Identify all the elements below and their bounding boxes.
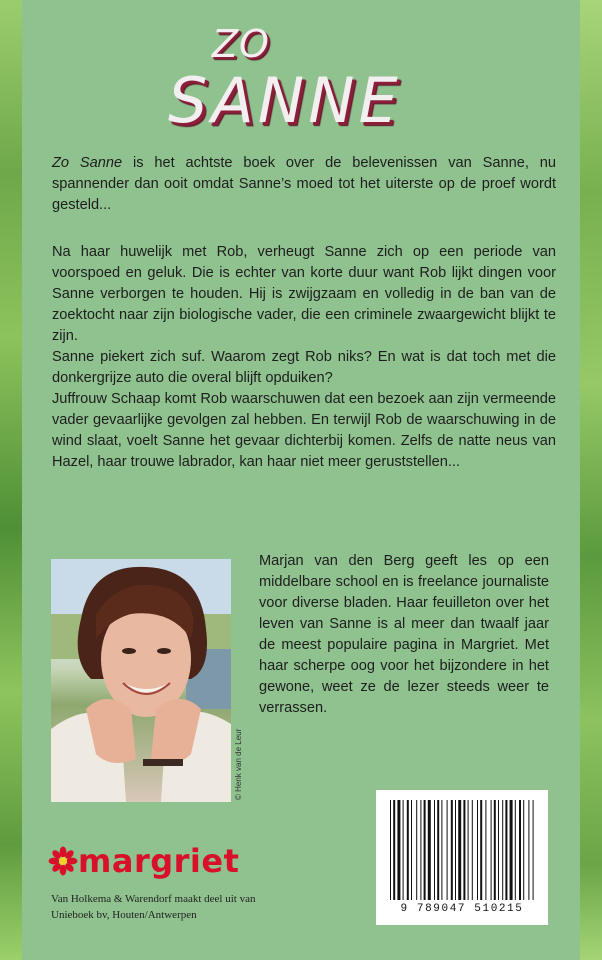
publisher-note — [51, 891, 351, 923]
publisher-line: Van Holkema & Warendorf maakt deel uit van — [51, 893, 256, 905]
blurb-paragraph: Juffrouw Schaap komt Rob waarschuwen dat een bezoek aan zijn vermeende vader gevaarlijke gevolgen zal hebben. En terwijl Rob de waarschuwing in de wind slaat, voelt Sanne het gevaar dichterbij komen. Zelfs de natte neus van Hazel, haar trouwe labrador, kan haar niet meer geruststellen... — [52, 391, 556, 470]
blurb-intro-text: is het achtste boek over de belevenissen van Sanne, nu spannender dan ooit omdat Sanne’s moed tot het uiterste op de proef wordt gesteld... — [52, 155, 556, 213]
barcode-bars — [376, 790, 548, 905]
isbn-barcode — [376, 790, 548, 925]
daisy-icon — [48, 846, 78, 876]
author-photo — [51, 559, 231, 802]
margriet-logo — [48, 842, 239, 880]
blurb-story — [52, 242, 556, 473]
margriet-wordmark: margriet — [78, 842, 240, 880]
photo-credit: © Henk van de Leur — [234, 728, 243, 800]
book-title-line2: SANNE — [168, 64, 402, 137]
blurb-paragraph: Sanne piekert zich suf. Waarom zegt Rob niks? En wat is dat toch met die donkergrijze auto die overal blijft opduiken? — [52, 349, 556, 386]
barcode-number: 9 789047 510215 — [400, 903, 524, 915]
blurb-paragraph: Na haar huwelijk met Rob, verheugt Sanne zich op een periode van voorspoed en geluk. Die is echter van korte duur want Rob lijkt dingen voor Sanne verborgen te houden. Hij is zwijgzaam en volledig in de ban van de zoektocht naar zijn biologische vader, die een criminele zwaargewicht blijkt te zijn. — [52, 244, 556, 344]
blurb-intro-title: Zo Sanne — [52, 155, 123, 171]
blurb-intro — [52, 153, 556, 216]
author-bio: Marjan van den Berg geeft les op een middelbare school en is freelance journaliste voor diverse bladen. Haar feuilleton over het leven van Sanne is al meer dan twaalf jaar de meest populaire pagina in Margriet. Met haar scherpe oog voor het bijzondere in het gewone, weet ze de lezer steeds weer te verrassen. — [259, 553, 549, 716]
book-title-line1: ZO — [212, 22, 270, 66]
publisher-line: Unieboek bv, Houten/Antwerpen — [51, 909, 197, 921]
